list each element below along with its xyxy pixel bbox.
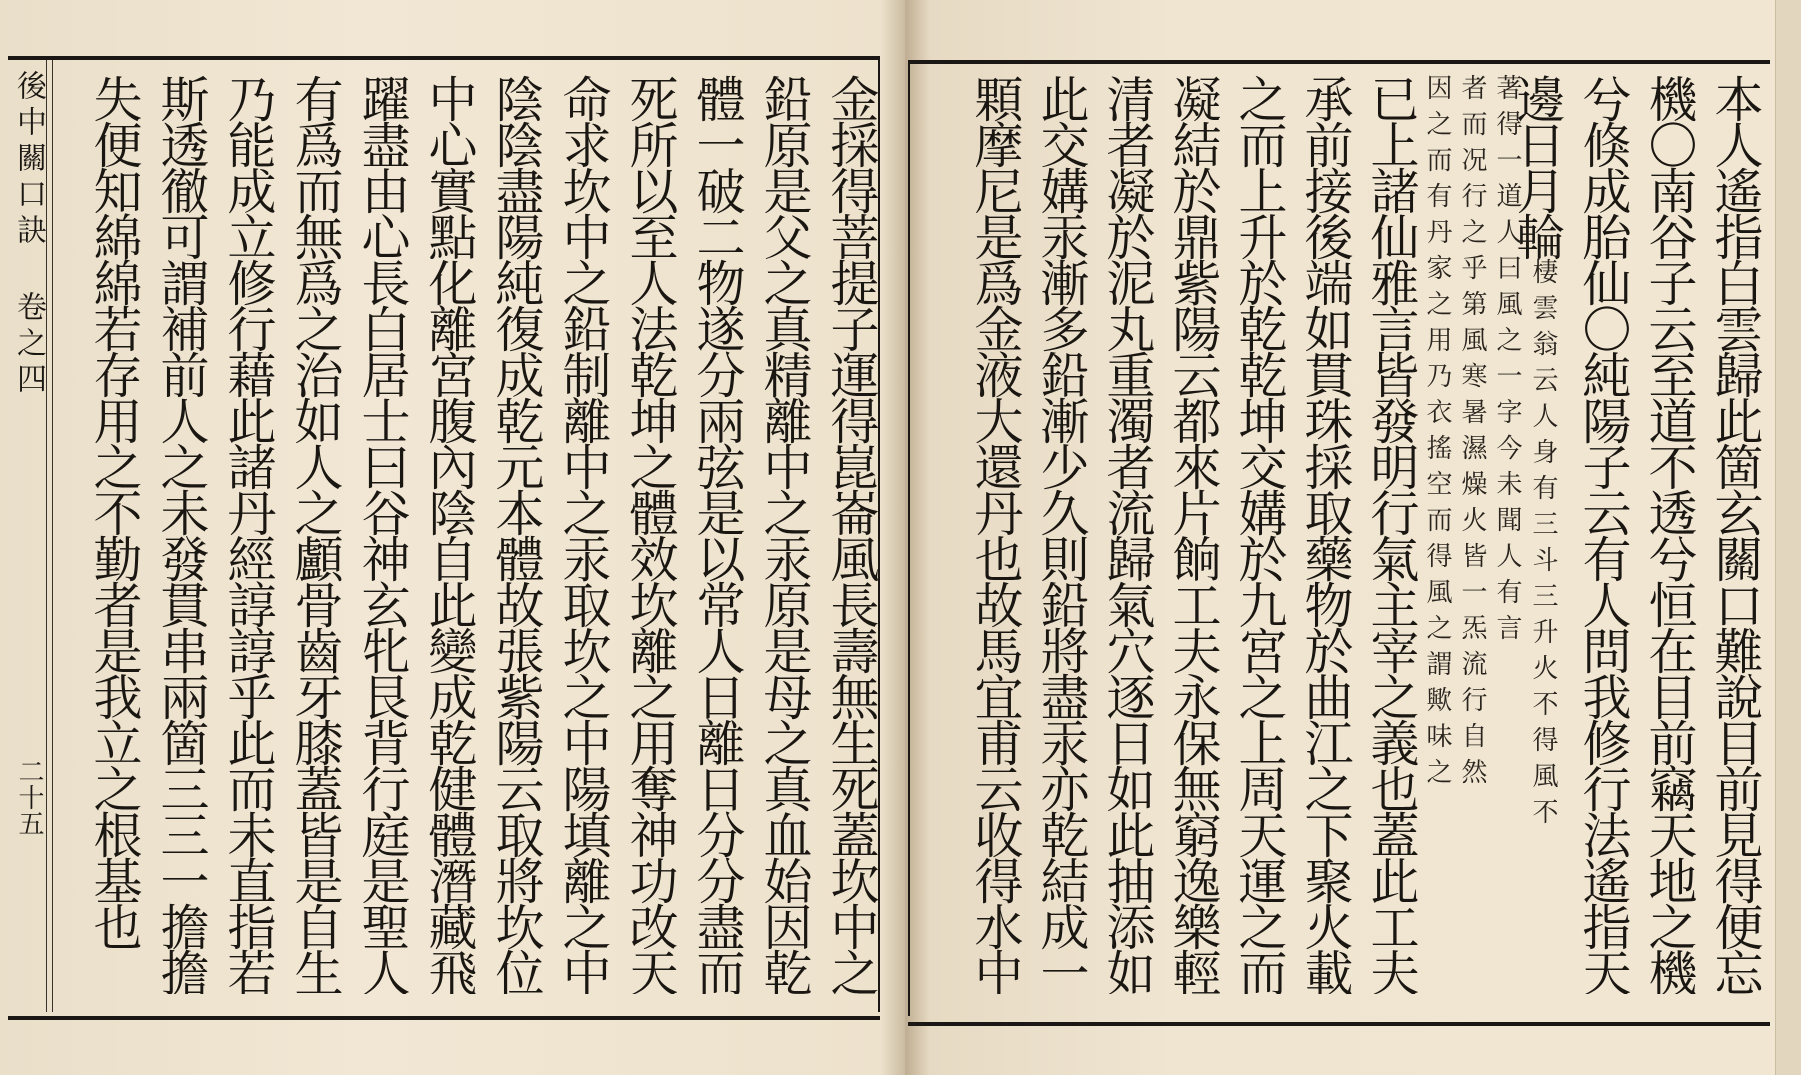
left-text-column-7: 中心實點化離宮腹內陰自此變成乾健體潛藏飛 [421,74,478,994]
right-text-column-1: 本人遙指白雲歸此箇玄關口難說目前見得便忘 [1707,74,1764,994]
margin-rule-inner [52,60,53,1012]
next-leaf-edge [1775,0,1801,1075]
right-text-column-8: 凝結於鼎紫陽云都來片餉工夫永保無窮逸樂輕 [1165,74,1222,994]
left-text-column-2: 鉛原是父之真精離中之汞原是母之真血始因乾 [756,74,813,994]
left-text-column-10: 乃能成立修行藉此諸丹經諄諄乎此而未直指若 [220,74,277,994]
right-text-column-2: 機〇南谷子云至道不透兮恒在目前竊天地之機 [1641,74,1698,994]
left-text-column-9: 有爲而無爲之治如人之顱骨齒牙膝蓋皆是自生 [287,74,344,994]
left-text-column-3: 體一破二物遂分兩弦是以常人日離日分分盡而 [689,74,746,994]
right-annotation-column-4: 因之而有丹家之用乃衣搖空而得風之謂歟味之 [1422,74,1452,794]
right-text-column-11: 顆摩尼是爲金液大還丹也故馬宜甫云收得水中 [967,74,1024,994]
left-text-column-11: 斯透徹可謂補前人之未發貫串兩箇三三一擔擔 [153,74,210,994]
left-text-column-6: 陰陰盡陽純復成乾元本體故張紫陽云取將坎位 [488,74,545,994]
right-text-column-7: 之而上升於乾乾坤交媾於九宮之上周天運之而 [1231,74,1288,994]
right-page-inner-rule [908,64,910,1016]
left-text-column-5: 命求坎中之鉛制離中之汞取坎之中陽填離之中 [555,74,612,994]
right-text-column-9: 清者凝於泥丸重濁者流歸氣穴逐日如此抽添如 [1099,74,1156,994]
margin-rule [46,60,47,1012]
left-text-column-8: 躍盡由心長白居士曰谷神玄牝艮背行庭是聖人 [354,74,411,994]
right-text-column-3: 兮倏成胎仙〇純陽子云有人問我修行法遙指天 [1575,74,1632,994]
right-annotation-column-2: 著得一道人曰風之一字今未聞人有言 [1492,74,1522,650]
right-text-column-4: 邊日月輪 [1509,74,1566,258]
left-text-column-1: 金採得菩提子運得崑崙風長壽無生死蓋坎中之 [823,74,880,994]
right-text-column-5: 已上諸仙雅言皆發明行氣主宰之義也蓋此工夫 [1363,74,1420,994]
right-annotation-column-3: 者而况行之乎第風寒暑濕燥火皆一炁流行自然 [1457,74,1487,794]
page-number: 二十五 [14,758,44,836]
right-annotation-column-1: 棲雲翁云人身有三斗三升火不得風不 [1528,258,1558,834]
margin-title: 後中關口訣 卷之四 [11,70,46,399]
right-text-column-6: 承前接後端如貫珠採取藥物於曲江之下聚火載 [1297,74,1354,994]
left-text-column-12: 失便知綿綿若存用之不勤者是我立之根基也 [86,74,143,948]
left-text-column-4: 死所以至人法乾坤之體效坎離之用奪神功改天 [622,74,679,994]
right-text-column-10: 此交媾汞漸多鉛漸少久則鉛將盡汞亦乾結成一 [1033,74,1090,994]
